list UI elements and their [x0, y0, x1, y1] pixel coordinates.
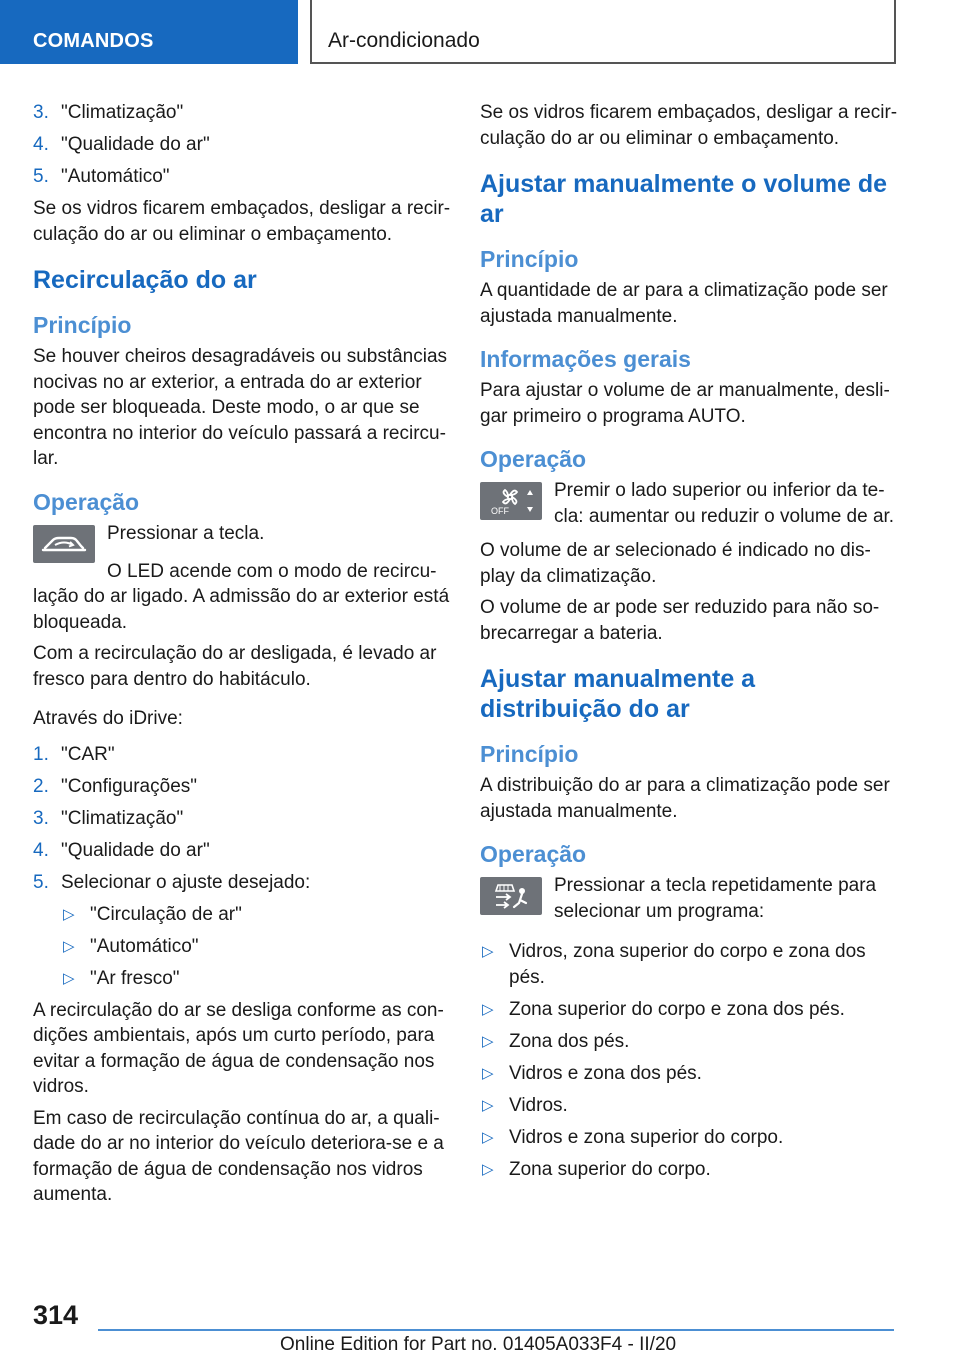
page-number: 314 [33, 1300, 79, 1330]
list-item: ▷ Vidros e zona superior do corpo. [480, 1125, 898, 1151]
triangle-bullet-icon: ▷ [63, 905, 75, 923]
paragraph: Se os vidros ficarem embaçados, desligar a recirculação do ar ou eliminar o embaçamento. [480, 102, 898, 149]
heading-air-volume: Ajustar manualmente o volume de ar [480, 170, 888, 228]
subheading-operation: Operação [33, 488, 140, 515]
paragraph: Pressionar a tecla repetidamente para selecionar um programa: [554, 875, 877, 922]
list-item: ▷ Zona dos pés. [480, 1029, 898, 1055]
triangle-bullet-icon: ▷ [63, 969, 75, 987]
fan-button-row [480, 478, 898, 532]
paragraph: A quantidade de ar para a climatização pode ser ajustada manualmente. [480, 280, 888, 327]
list-item: ▷ Vidros, zona superior do corpo e zona dos pés. [482, 941, 866, 988]
list-item: 2. "Configurações" [33, 775, 198, 797]
paragraph: Premir o lado superior ou inferior da tecla: aumentar ou reduzir o volume de ar. [554, 480, 895, 527]
idrive-steps-list [33, 742, 453, 896]
chapter-tab [310, 0, 896, 64]
list-item: ▷ Vidros e zona dos pés. [480, 1061, 898, 1087]
paragraph: O volume de ar pode ser reduzido para não sobrecarregar a bateria. [480, 597, 880, 644]
subheading-operation: Operação [480, 446, 587, 472]
air-distribution-button-icon [480, 877, 542, 915]
list-item: 3. "Climatização" [33, 102, 184, 123]
triangle-bullet-icon: ▷ [482, 1096, 494, 1114]
triangle-bullet-icon: ▷ [482, 1064, 494, 1082]
paragraph: Para ajustar o volume de ar manualmente, desligar primeiro o programa AUTO. [480, 380, 890, 427]
recirculation-button-icon [33, 525, 95, 563]
triangle-bullet-icon: ▷ [482, 1032, 494, 1050]
edition-note: Online Edition for Part no. 01405A033F4 - II/20 [280, 1334, 677, 1355]
heading-air-distribution: Ajustar manualmente a distribuição do ar [480, 665, 756, 723]
off-label: OFF [491, 506, 509, 516]
triangle-bullet-icon: ▷ [482, 1160, 494, 1178]
subheading-operation: Operação [480, 841, 587, 867]
paragraph: O volume de ar selecionado é indicado no display da climatização. [480, 540, 871, 587]
list-item: 4. "Qualidade do ar" [33, 134, 210, 155]
list-item: 5. Selecionar o ajuste desejado: [33, 871, 311, 893]
list-item: 5. "Automático" [33, 166, 170, 187]
subheading-principle: Princípio [33, 312, 132, 338]
triangle-bullet-icon: ▷ [63, 937, 75, 955]
list-item: 3. "Climatização" [33, 807, 184, 829]
chapter-title: Ar-condicionado [328, 29, 480, 52]
distribution-programs-list [480, 939, 898, 1182]
paragraph: A recirculação do ar se desliga conforme as condições ambientais, após um curto período, para evitar a formação de água de condensação nos vidros. [33, 999, 444, 1097]
triangle-bullet-icon: ▷ [482, 943, 494, 960]
list-item: 4. "Qualidade do ar" [33, 839, 210, 861]
paragraph: Em caso de recirculação contínua do ar, a qualidade do ar no interior do veículo deteriora-se e a formação de água de condensação nos vidros aumenta. [33, 1107, 444, 1205]
section-tab [0, 0, 298, 64]
paragraph: Com a recirculação do ar desligada, é levado ar fresco para dentro do habitáculo. [33, 643, 437, 690]
left-column [33, 100, 453, 1214]
fan-button-icon [480, 482, 542, 520]
subheading-general-info: Informações gerais [480, 346, 691, 372]
subheading-principle: Princípio [480, 741, 579, 767]
paragraph: Se os vidros ficarem embaçados, desligar a recirculação do ar ou eliminar o embaçamento. [33, 198, 451, 245]
list-item: ▷ Zona superior do corpo. [480, 1157, 898, 1183]
distribution-button-row [480, 873, 898, 927]
heading-recirculation: Recirculação do ar [33, 266, 257, 294]
list-item: ▷ Vidros. [480, 1093, 898, 1119]
footer-divider [98, 1329, 894, 1331]
list-item: ▷ "Circulação de ar" [33, 902, 453, 928]
recirculation-button-row [33, 521, 453, 575]
paragraph: Através do iDrive: [33, 708, 183, 729]
list-item: ▷ "Ar fresco" [33, 966, 453, 992]
subheading-principle: Princípio [480, 246, 579, 272]
menu-steps-list [33, 100, 453, 190]
paragraph: Pressionar a tecla. [107, 522, 265, 544]
setting-options-list [33, 902, 453, 992]
triangle-bullet-icon: ▷ [482, 1128, 494, 1146]
paragraph: O LED acende com o modo de recirculação do ar ligado. A admissão do ar exterior está bloqueada. [33, 560, 450, 633]
list-item: ▷ "Automático" [33, 934, 453, 960]
list-item: ▷ Zona superior do corpo e zona dos pés. [480, 997, 898, 1023]
section-title: COMANDOS [33, 30, 154, 52]
right-column [480, 100, 898, 1189]
triangle-bullet-icon: ▷ [482, 1000, 494, 1018]
list-item: 1. "CAR" [33, 743, 115, 765]
paragraph: A distribuição do ar para a climatização pode ser ajustada manualmente. [480, 775, 890, 822]
paragraph: Se houver cheiros desagradáveis ou substâncias nocivas no ar exterior, a entrada do ar exterior pode ser bloqueada. Deste modo, o ar que se encontra no interior do veículo passará a recircular. [33, 346, 448, 469]
